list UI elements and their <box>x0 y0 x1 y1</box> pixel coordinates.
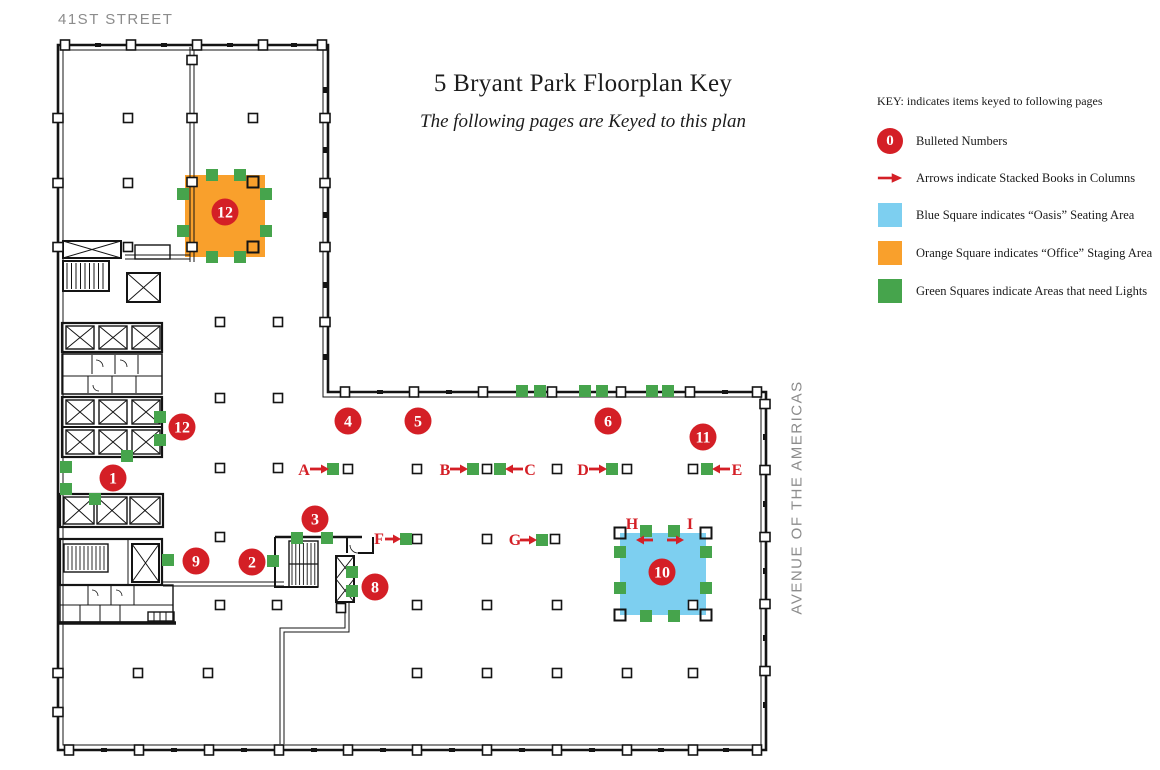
bullet-marker-11 <box>690 424 717 451</box>
interior-column-marker <box>551 535 560 544</box>
wall-column-tick <box>763 434 767 440</box>
book-arrow-D <box>577 462 607 479</box>
wall-column-marker <box>53 179 63 188</box>
bullet-marker-6 <box>595 408 622 435</box>
street-label-avenue-americas: AVENUE OF THE AMERICAS <box>788 380 806 615</box>
key-item-bulleted-numbers <box>877 128 1007 154</box>
wall-column-tick <box>380 748 386 752</box>
wall-column-tick <box>161 43 167 47</box>
green-light-square <box>614 582 626 594</box>
wall-column-marker <box>617 387 626 397</box>
bullet-marker-9 <box>183 548 210 575</box>
wall-column-tick <box>519 748 525 752</box>
wall-column-tick <box>722 390 728 394</box>
interior-column-marker <box>483 465 492 474</box>
wall-column-marker <box>479 387 488 397</box>
page-subtitle: The following pages are Keyed to this plan <box>420 111 746 132</box>
wall-column-marker <box>205 745 214 755</box>
green-light-square <box>291 532 303 544</box>
wall-column-tick <box>449 748 455 752</box>
wall-column-marker <box>187 56 197 65</box>
interior-column-marker <box>689 601 698 610</box>
green-light-square <box>60 461 72 473</box>
book-arrow-label: C <box>524 462 536 479</box>
bullet-marker-12 <box>212 199 239 226</box>
wall-column-tick <box>723 748 729 752</box>
bullet-marker-8 <box>362 574 389 601</box>
book-arrow-G <box>509 532 537 549</box>
orange-square-icon <box>877 241 903 265</box>
key-item-label: Green Squares indicate Areas that need Lights <box>916 283 1148 298</box>
bullet-number: 12 <box>217 204 233 222</box>
book-arrow-label: B <box>439 462 451 479</box>
bullet-marker-3 <box>302 506 329 533</box>
interior-column-marker <box>553 465 562 474</box>
green-square-icon <box>877 279 903 303</box>
wall-column-tick <box>763 702 767 708</box>
wall-column-marker <box>623 745 632 755</box>
wall-column-marker <box>320 318 330 327</box>
wall-column-tick <box>589 748 595 752</box>
book-arrow-F <box>374 531 401 548</box>
interior-column-marker <box>623 465 632 474</box>
bullet-number: 12 <box>174 419 190 437</box>
wall-column-tick <box>323 282 327 288</box>
green-light-square <box>467 463 479 475</box>
wall-column-marker <box>135 745 144 755</box>
green-light-square <box>700 546 712 558</box>
bullet-number: 3 <box>311 511 319 529</box>
interior-column-marker <box>623 669 632 678</box>
bullet-number: 5 <box>414 413 422 431</box>
key-item-oasis <box>877 202 1134 228</box>
key-item-label: Orange Square indicates “Office” Staging Area <box>916 245 1153 260</box>
green-light-square <box>260 188 272 200</box>
bullet-number: 2 <box>248 554 256 572</box>
wall-column-marker <box>686 387 695 397</box>
green-light-square <box>494 463 506 475</box>
interior-column-marker <box>483 535 492 544</box>
bullet-number: 9 <box>192 553 200 571</box>
wall-column-marker <box>53 669 63 678</box>
interior-column-marker <box>216 394 225 403</box>
bullet-marker-12 <box>169 414 196 441</box>
wall-column-tick <box>323 354 327 360</box>
wall-column-marker <box>320 179 330 188</box>
interior-column-marker <box>134 669 143 678</box>
green-light-square <box>516 385 528 397</box>
green-light-square <box>154 411 166 423</box>
wall-column-marker <box>341 387 350 397</box>
bullet-marker-5 <box>405 408 432 435</box>
interior-column-marker <box>124 243 133 252</box>
wall-column-marker <box>193 40 202 50</box>
book-arrow-label: G <box>508 532 522 549</box>
green-light-square <box>162 554 174 566</box>
bullet-marker-10 <box>649 559 676 586</box>
wall-column-marker <box>127 40 136 50</box>
green-light-square <box>234 251 246 263</box>
bullet-number: 4 <box>344 413 352 431</box>
green-light-square <box>536 534 548 546</box>
green-light-square <box>640 610 652 622</box>
interior-column-marker <box>274 464 283 473</box>
green-light-square <box>260 225 272 237</box>
green-light-square <box>177 188 189 200</box>
wall-column-tick <box>323 147 327 153</box>
green-light-square <box>346 585 358 597</box>
key-item-label: Bulleted Numbers <box>916 133 1008 148</box>
green-light-square <box>60 483 72 495</box>
wall-column-tick <box>241 748 247 752</box>
book-arrow-label: F <box>374 531 384 548</box>
key-item-arrows <box>877 165 1135 191</box>
green-light-square <box>234 169 246 181</box>
interior-column-marker <box>689 669 698 678</box>
bullet-marker-1 <box>100 465 127 492</box>
wall-column-marker <box>53 708 63 717</box>
wall-column-marker <box>275 745 284 755</box>
bullet-number: 10 <box>654 564 670 582</box>
green-light-square <box>346 566 358 578</box>
wall-column-marker <box>760 533 770 542</box>
interior-column-marker <box>413 535 422 544</box>
book-arrow-E <box>712 462 742 479</box>
wall-column-tick <box>446 390 452 394</box>
interior-column-marker <box>216 533 225 542</box>
key-item-label: Blue Square indicates “Oasis” Seating Area <box>916 207 1135 222</box>
wall-column-tick <box>291 43 297 47</box>
wall-column-marker <box>320 114 330 123</box>
wall-column-tick <box>101 748 107 752</box>
green-light-square <box>700 582 712 594</box>
green-light-square <box>668 610 680 622</box>
wall-column-marker <box>320 243 330 252</box>
key-item-lights <box>877 278 1147 304</box>
green-light-square <box>640 525 652 537</box>
interior-column-marker <box>124 179 133 188</box>
interior-column-marker <box>689 465 698 474</box>
green-light-square <box>646 385 658 397</box>
wall-column-marker <box>553 745 562 755</box>
interior-column-marker <box>553 601 562 610</box>
interior-column-marker <box>274 318 283 327</box>
green-light-square <box>206 251 218 263</box>
wall-column-tick <box>763 635 767 641</box>
wall-column-marker <box>187 178 197 187</box>
green-light-square <box>614 546 626 558</box>
key-panel <box>877 94 1153 298</box>
wall-column-marker <box>753 387 762 397</box>
key-heading: KEY: indicates items keyed to following pages <box>877 94 1103 108</box>
green-light-square <box>154 434 166 446</box>
wall-column-marker <box>259 40 268 50</box>
wall-column-marker <box>53 114 63 123</box>
bullet-number: 11 <box>695 429 711 447</box>
wall-column-marker <box>689 745 698 755</box>
interior-column-marker <box>216 318 225 327</box>
green-light-square <box>121 450 133 462</box>
page-title: 5 Bryant Park Floorplan Key <box>433 70 733 97</box>
interior-column-marker <box>273 601 282 610</box>
wall-column-tick <box>323 87 327 93</box>
wall-column-tick <box>171 748 177 752</box>
wall-column-marker <box>318 40 327 50</box>
wall-column-marker <box>187 114 197 123</box>
wall-column-marker <box>344 745 353 755</box>
wall-column-tick <box>763 568 767 574</box>
wall-column-marker <box>65 745 74 755</box>
bullet-marker-2 <box>239 549 266 576</box>
green-light-square <box>321 532 333 544</box>
wall-column-marker <box>760 600 770 609</box>
bullet-marker-4 <box>335 408 362 435</box>
green-light-square <box>89 493 101 505</box>
wall-column-tick <box>227 43 233 47</box>
green-light-square <box>206 169 218 181</box>
interior-column-marker <box>204 669 213 678</box>
book-arrow-label: H <box>625 516 639 533</box>
interior-column-marker <box>337 604 346 613</box>
green-light-square <box>579 385 591 397</box>
bullet-number: 6 <box>604 413 612 431</box>
red-arrow-icon <box>877 171 903 185</box>
key-item-label: Arrows indicate Stacked Books in Columns <box>916 170 1136 185</box>
green-light-square <box>606 463 618 475</box>
book-arrow-label: D <box>577 462 589 479</box>
wall-column-tick <box>763 501 767 507</box>
wall-column-marker <box>548 387 557 397</box>
wall-column-tick <box>95 43 101 47</box>
book-arrow-label: A <box>298 462 310 479</box>
wall-column-tick <box>311 748 317 752</box>
green-light-square <box>662 385 674 397</box>
wall-column-tick <box>323 212 327 218</box>
book-arrow-label: I <box>686 516 694 533</box>
interior-column-marker <box>483 669 492 678</box>
interior-column-marker <box>413 465 422 474</box>
green-light-square <box>177 225 189 237</box>
wall-column-marker <box>753 745 762 755</box>
wall-column-marker <box>760 667 770 676</box>
title-block <box>418 70 748 133</box>
interior-column-marker <box>216 601 225 610</box>
interior-column-marker <box>124 114 133 123</box>
wall-column-marker <box>61 40 70 50</box>
interior-column-marker <box>483 601 492 610</box>
interior-column-marker <box>274 394 283 403</box>
green-light-square <box>267 555 279 567</box>
interior-column-marker <box>413 601 422 610</box>
green-light-square <box>534 385 546 397</box>
wall-column-marker <box>760 400 770 409</box>
wall-column-marker <box>413 745 422 755</box>
street-label-41st: 41ST STREET <box>58 11 174 28</box>
interior-column-marker <box>413 669 422 678</box>
interior-column-marker <box>344 465 353 474</box>
wall-column-marker <box>53 243 63 252</box>
bullet-number-icon: 0 <box>877 128 903 154</box>
bullet-number: 8 <box>371 579 379 597</box>
book-arrow-B <box>440 462 468 479</box>
green-light-square <box>596 385 608 397</box>
blue-square-icon <box>877 203 903 227</box>
wall-column-marker <box>187 243 197 252</box>
wall-column-marker <box>410 387 419 397</box>
green-light-square <box>400 533 412 545</box>
green-light-square <box>701 463 713 475</box>
wall-column-tick <box>377 390 383 394</box>
book-arrow-label: E <box>731 462 743 479</box>
green-light-square <box>668 525 680 537</box>
wall-column-marker <box>483 745 492 755</box>
book-arrow-A <box>298 462 329 479</box>
wall-column-marker <box>760 466 770 475</box>
book-arrow-C <box>505 462 536 479</box>
interior-column-marker <box>249 114 258 123</box>
interior-column-marker <box>216 464 225 473</box>
bullet-number: 1 <box>109 470 117 488</box>
key-item-office <box>877 240 1152 266</box>
interior-column-marker <box>553 669 562 678</box>
wall-column-tick <box>658 748 664 752</box>
